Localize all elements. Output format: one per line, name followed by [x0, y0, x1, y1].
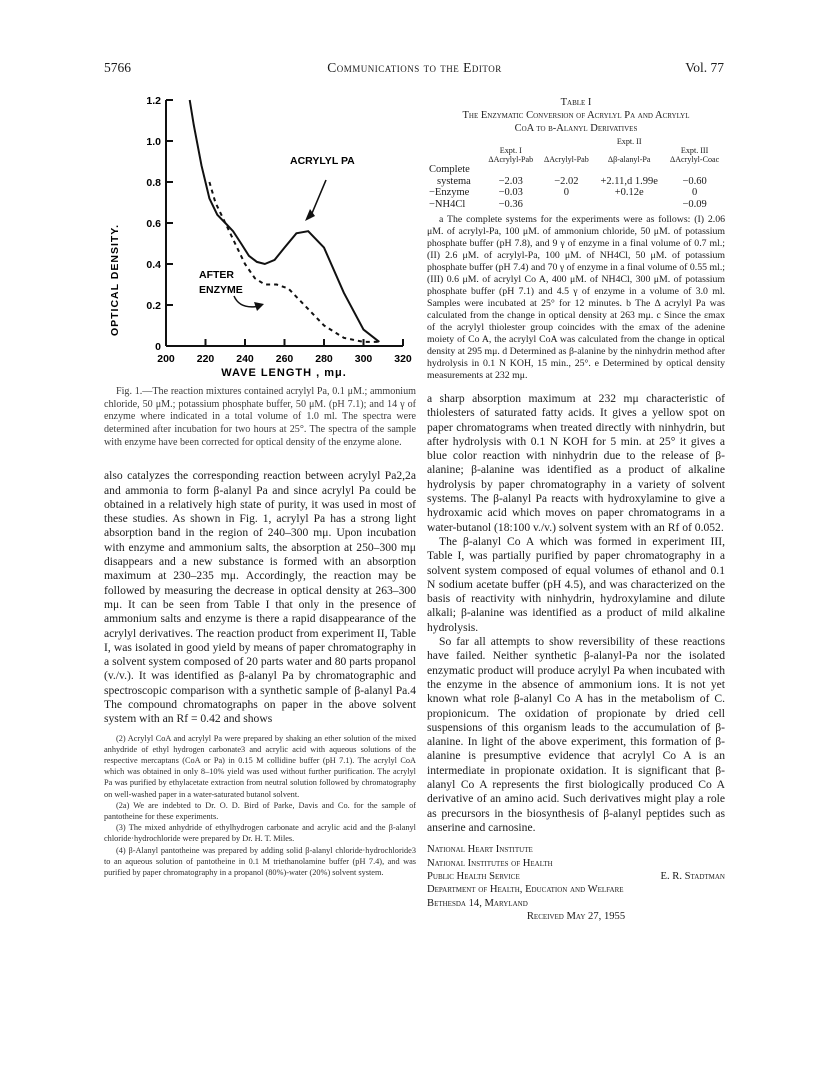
y-tick-label: 0 [155, 341, 161, 353]
label-after: AFTER [199, 269, 234, 281]
table-header: ΔAcrylyl-Pab [544, 155, 589, 164]
page-number: 5766 [104, 60, 131, 75]
footnote: (2) Acrylyl CoA and acrylyl Pa were prepared by shaking an ether solution of the mixed anhydride of ethyl hydrogen carbonate3 and acrylic acid with aqueous solutions of the respective mercaptans (CoA or Pa) in 0.15 M collidine buffer (pH 7.1). The acrylyl CoA which was obtained in only 8–10% yield was used without further purification. The acrylyl Pa was purified by ethylacetate extraction from neutral solution followed by chromatography on well-washed paper in a water-saturated butanol solvent. [104, 733, 416, 799]
right-column [427, 96, 725, 924]
institution: Bethesda 14, Maryland [427, 897, 528, 909]
x-tick-label: 260 [275, 353, 294, 365]
institution: Public Health Service [427, 871, 520, 883]
x-tick-label: 220 [196, 353, 215, 365]
table-caption-line: CoA to β-Alanyl Derivatives [514, 123, 638, 134]
y-tick-label: 0.2 [146, 300, 161, 312]
author-signature [427, 843, 725, 923]
left-column [104, 88, 416, 878]
acrylyl-pa-curve [190, 100, 380, 342]
table-row: −NH4Cl −0.36 −0.09 [429, 198, 707, 210]
running-title: Communications to the Editor [327, 60, 502, 75]
x-axis-label: WAVE LENGTH , mμ. [221, 367, 347, 378]
after-enzyme-arrowhead [254, 302, 264, 311]
table-title: Table I [560, 97, 592, 108]
table-footnote: a The complete systems for the experiments were as follows: (I) 2.06 μM. of acrylyl-Pa, 100 μM. of ammonium chloride, 50 μM. of potassium phosphate buffer (pH 7.8), and 9 γ of enzyme in a final volume of 0.7 ml.; (II) 2.6 μM. of acrylyl-Pa, 100 μM. of NH4Cl, 50 μM. of potassium phosphate buffer (pH 7.4) and 70 γ of enzyme in a final volume of 0.55 ml.; (III) 0.6 μM. of acrylyl Co A, 400 μM. of NH4Cl, 300 μM. of potassium phosphate buffer (pH 7.1) and 4.5 γ of enzyme in a volume of 3.0 ml. Samples were incubated at 25° for 12 minutes. b The Δ acrylyl Pa was calculated from the change in optical density at 263 mμ. c Since the εmax of the acrylyl thiolester group coincides with the εmax of the adenine moiety of Co A, the acrylyl CoA was calculated from the change in optical density at 295 mμ. d Determined as β-alanine by the ninhydrin method after hydrolysis in 0.1 N KOH, 15 min., 25°. e Determined by optical density measurements at 232 mμ. [427, 214, 725, 381]
received-date: Received May 27, 1955 [526, 911, 626, 923]
institution: National Institutes of Health [427, 857, 553, 869]
footnote: (3) The mixed anhydride of ethylhydrogen carbonate and acrylic acid and the β-alanyl chloride·hydrochloride were prepared by Dr. H. T. Miles. [104, 823, 416, 844]
y-tick-label: 1.2 [146, 95, 161, 107]
table-header: Expt. III ΔAcrylyl-Coac [669, 146, 720, 164]
author-name: E. R. Stadtman [660, 871, 725, 883]
y-tick-label: 0.8 [146, 177, 161, 189]
figure-caption: Fig. 1.—The reaction mixtures contained acrylyl Pa, 0.1 μM.; ammonium chloride, 50 μM.; potassium phosphate buffer, 50 μM. (pH 7.1); and 14 γ of enzyme where indicated in a total volume of 1.0 ml. The spectra were determined after incubation for two hours at 25°. The spectra of the sample with enzyme have been corrected for optical density of the enzyme alone. [104, 386, 416, 448]
x-tick-label: 300 [354, 353, 373, 365]
after-enzyme-curve [209, 182, 379, 342]
x-tick-label: 240 [236, 353, 254, 365]
institution: National Heart Institute [427, 844, 533, 856]
y-tick-label: 0.4 [146, 259, 161, 271]
right-body [427, 392, 725, 835]
footnote: (2a) We are indebted to Dr. O. D. Bird of Parke, Davis and Co. for the sample of pantotheine for these experiments. [104, 800, 416, 822]
x-tick-label: 280 [315, 353, 333, 365]
acrylyl-pa-arrow [310, 180, 326, 218]
left-body [104, 469, 416, 726]
body-paragraph: a sharp absorption maximum at 232 mμ characteristic of thiolesters of saturated fatty acids. It gives a yellow spot on paper chromatograms when treated directly with ninhydrin, but after hydrolysis with 0.1 N KOH for 5 min. at 25° it gives a blue color reaction with ninhydrin due to the release of β-alanine; β-alanine was identified as a product of alkaline hydrolysis by paper chromatography in a variety of solvent systems. The β-alanyl Pa reacts with hydroxylamine to give a hydroxamic acid which moves on paper chromatograms in a water-butanol (18:100 v./v.) solvent system with an Rf of 0.052. [427, 392, 725, 534]
footnotes [104, 733, 416, 879]
body-paragraph: also catalyzes the corresponding reaction between acrylyl Pa2,2a and ammonia to form β-alanyl Pa and since acrylyl Pa could be obtained in a relatively high state of purity, it was used in most of these studies. As shown in Fig. 1, acrylyl Pa has a strong light absorption band in the region of 240–300 mμ. Upon incubation with enzyme and ammonium salts, the absorption at 250–300 mμ disappears and a new substance is formed with an absorption maximum at 230–235 mμ. Accordingly, the reaction may be followed by measuring the decrease in optical density at 263–300 mμ. It can be seen from Table I that only in the presence of ammonium salts and enzyme is there a rapid disappearance of the acrylyl derivatives. The reaction product from experiment II, Table I, was isolated in good yield by means of paper chromatography in a solvent system composed of 20 parts water and 80 parts propanol (v./v.). It was identified as β-alanyl Pa by chromatographic and spectroscopic comparison with a synthetic sample of β-alanyl Pa.4 The compound chromatographs on paper in the above solvent system with an Rf = 0.42 and shows [104, 469, 416, 726]
y-tick-label: 0.6 [146, 218, 161, 230]
volume-number: Vol. 77 [685, 60, 724, 75]
table-caption-line: The Enzymatic Conversion of Acrylyl Pa and Acrylyl [462, 110, 690, 121]
x-tick-label: 200 [157, 353, 175, 365]
table-row: systema −2.03 −2.02 +2.11,d 1.99e −0.60 [437, 175, 707, 187]
table-1 [427, 137, 725, 210]
x-tick-label: 320 [394, 353, 412, 365]
table-row: −Enzyme −0.03 0 +0.12e 0 [429, 187, 698, 198]
footnote: (4) β-Alanyl pantotheine was prepared by adding solid β-alanyl chloride·hydrochloride3 to an aqueous solution of pantotheine in 0.1 M triethanolamine buffer (pH 7.4), and was purified by paper chromatography in a propanol (80%)-water (20%) solvent system. [104, 845, 416, 878]
table-header: Expt. I ΔAcrylyl-Pab [488, 146, 534, 164]
body-paragraph: So far all attempts to show reversibility of these reactions have failed. Neither synthetic β-alanyl-Pa nor the isolated enzymatic product will produce acrylyl Pa when incubated with the enzyme in the absence of ammonium ions. It is not yet known what role β-alanyl Co A has in the metabolism of C. propionicum. The oxidation of propionate by dried cell suspensions of this organism leads to the accumulation of β-alanine. In light of the above experiment, this formation of β-alanine is presumptive evidence that acrylyl Co A is an intermediate in propionate oxidation. It is significant that β-alanyl Co A represents the first biologically produced Co A derivative of an amino acid. Such derivatives might play a role as precursors in the biosynthesis of β-alanyl peptides such as anserine and carnosine. [427, 635, 725, 834]
label-acrylyl-pa: ACRYLYL PA [290, 155, 355, 167]
table-header: Expt. II Δβ-alanyl-Pa [607, 137, 651, 164]
label-enzyme: ENZYME [199, 284, 243, 296]
institution: Department of Health, Education and Welfare [427, 884, 624, 896]
body-paragraph: The β-alanyl Co A which was formed in experiment III, Table I, was partially purified by paper chromatography in a solvent system composed of equal volumes of ethanol and 0.1 N sodium acetate buffer (pH 4.5), and was characterized on the basis of reactivity with ninhydrin, hydroxylamine and dilute alkali; β-alanine was identified as a product of mild alkaline hydrolysis. [427, 534, 725, 634]
table-caption [427, 96, 725, 135]
figure-1-chart [104, 88, 416, 378]
y-tick-label: 1.0 [146, 136, 161, 148]
y-axis-label: OPTICAL DENSITY. [109, 223, 121, 337]
table-row: Complete [429, 164, 470, 175]
